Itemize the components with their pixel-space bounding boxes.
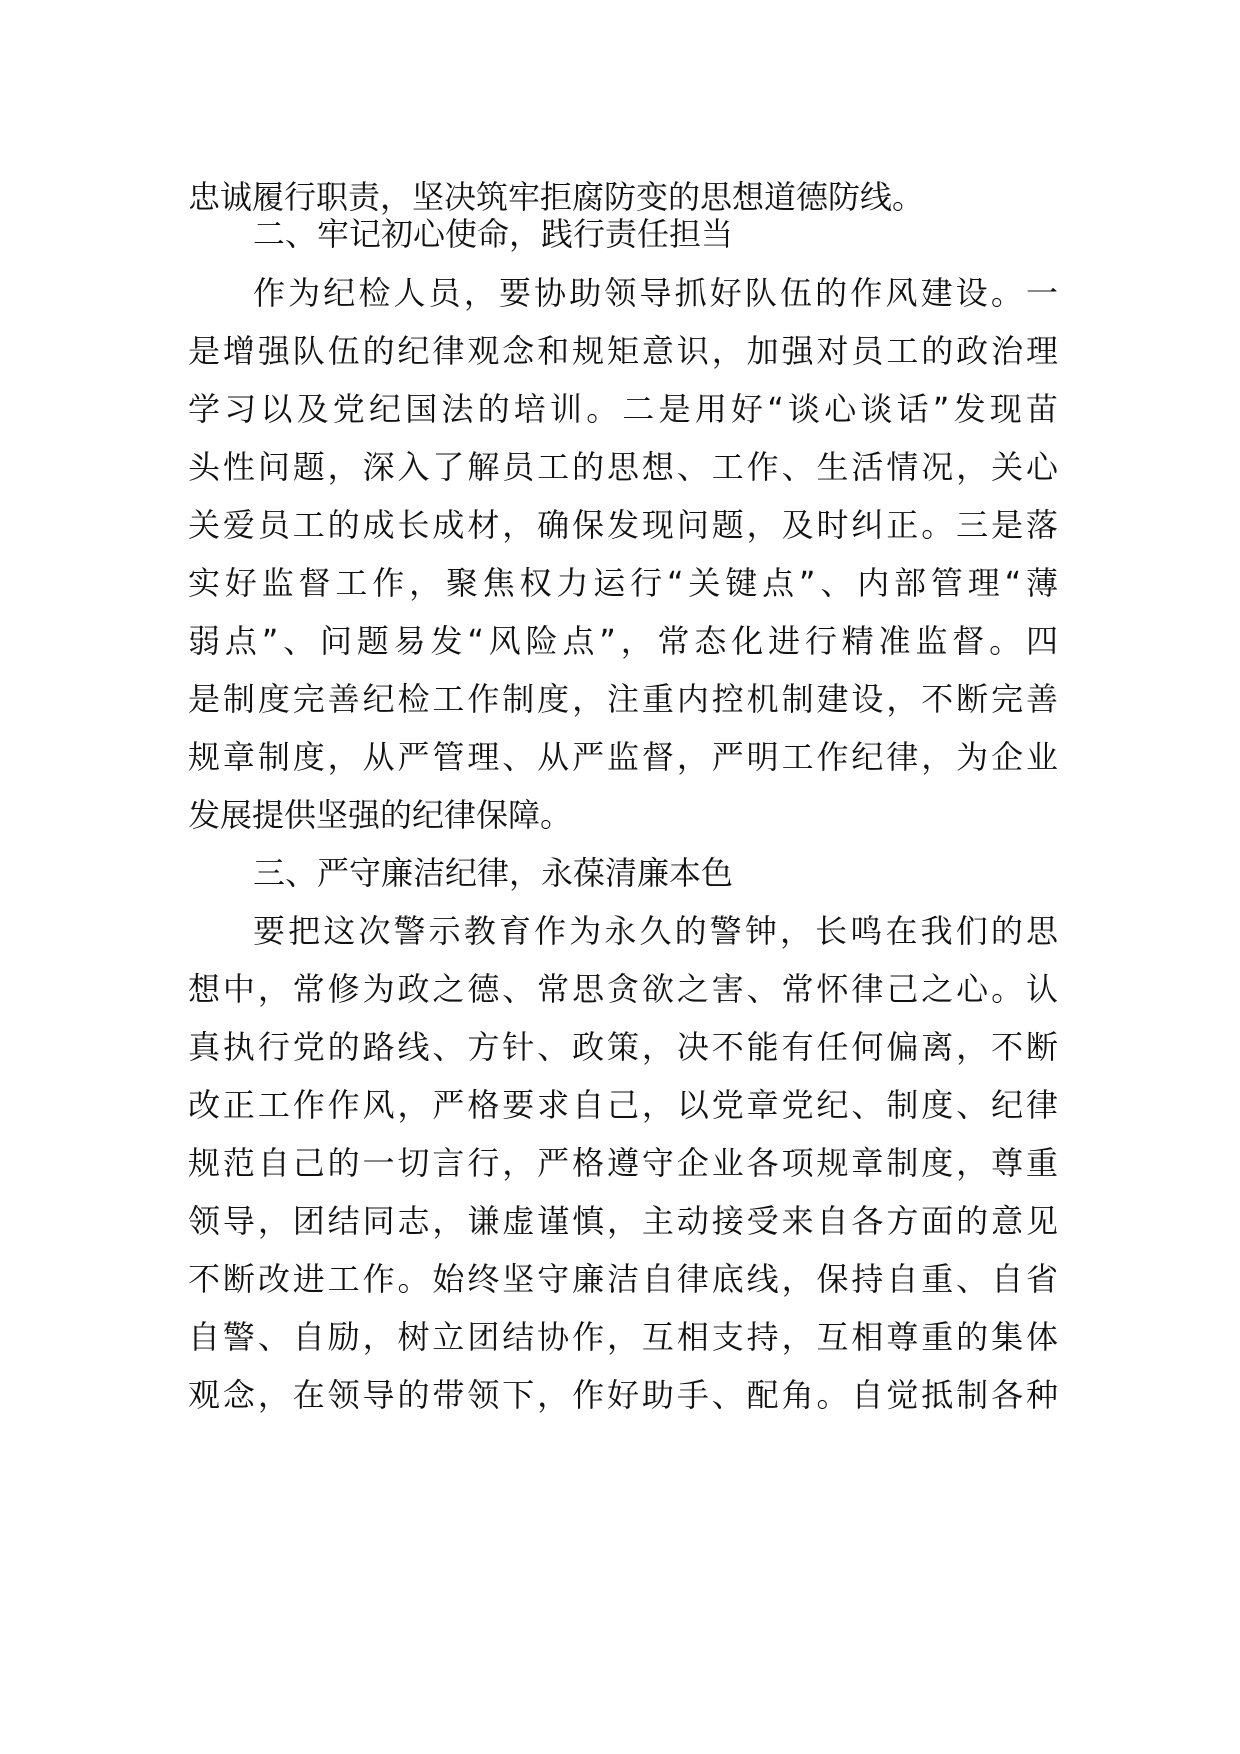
text-line: 学习以及党纪国法的培训。二是用好“谈心谈话”发现苗	[188, 390, 1058, 428]
text-line: 关爱员工的成长成材，确保发现问题，及时纠正。三是落	[188, 506, 1058, 544]
text-line: 是制度完善纪检工作制度，注重内控机制建设，不断完善	[188, 680, 1058, 718]
text-line: 实好监督工作，聚焦权力运行“关键点”、内部管理“薄	[188, 564, 1058, 602]
text-line: 想中，常修为政之德、常思贪欲之害、常怀律己之心。认	[188, 970, 1058, 1008]
section-heading: 三、严守廉洁纪律，永葆清廉本色	[253, 854, 734, 892]
text-line: 头性问题，深入了解员工的思想、工作、生活情况，关心	[188, 448, 1058, 486]
text-line: 不断改进工作。始终坚守廉洁自律底线，保持自重、自省	[188, 1260, 1058, 1298]
text-line: 要把这次警示教育作为永久的警钟，长鸣在我们的思	[253, 912, 1058, 950]
text-line: 自警、自励，树立团结协作，互相支持，互相尊重的集体	[188, 1318, 1058, 1356]
text-line: 作为纪检人员，要协助领导抓好队伍的作风建设。一	[253, 274, 1058, 312]
text-line: 观念，在领导的带领下，作好助手、配角。自觉抵制各种	[188, 1376, 1058, 1414]
text-line: 忠诚履行职责，坚决筑牢拒腐防变的思想道德防线。	[188, 178, 925, 216]
text-line: 真执行党的路线、方针、政策，决不能有任何偏离，不断	[188, 1028, 1058, 1066]
text-line: 改正工作作风，严格要求自己，以党章党纪、制度、纪律	[188, 1086, 1058, 1124]
text-line: 发展提供坚强的纪律保障。	[188, 796, 573, 834]
text-line: 规章制度，从严管理、从严监督，严明工作纪律，为企业	[188, 738, 1058, 776]
section-heading: 二、牢记初心使命，践行责任担当	[253, 215, 734, 253]
text-line: 领导，团结同志，谦虚谨慎，主动接受来自各方面的意见	[188, 1202, 1058, 1240]
text-line: 是增强队伍的纪律观念和规矩意识，加强对员工的政治理	[188, 332, 1058, 370]
text-line: 弱点”、问题易发“风险点”，常态化进行精准监督。四	[188, 622, 1058, 660]
text-line: 规范自己的一切言行，严格遵守企业各项规章制度，尊重	[188, 1144, 1058, 1182]
